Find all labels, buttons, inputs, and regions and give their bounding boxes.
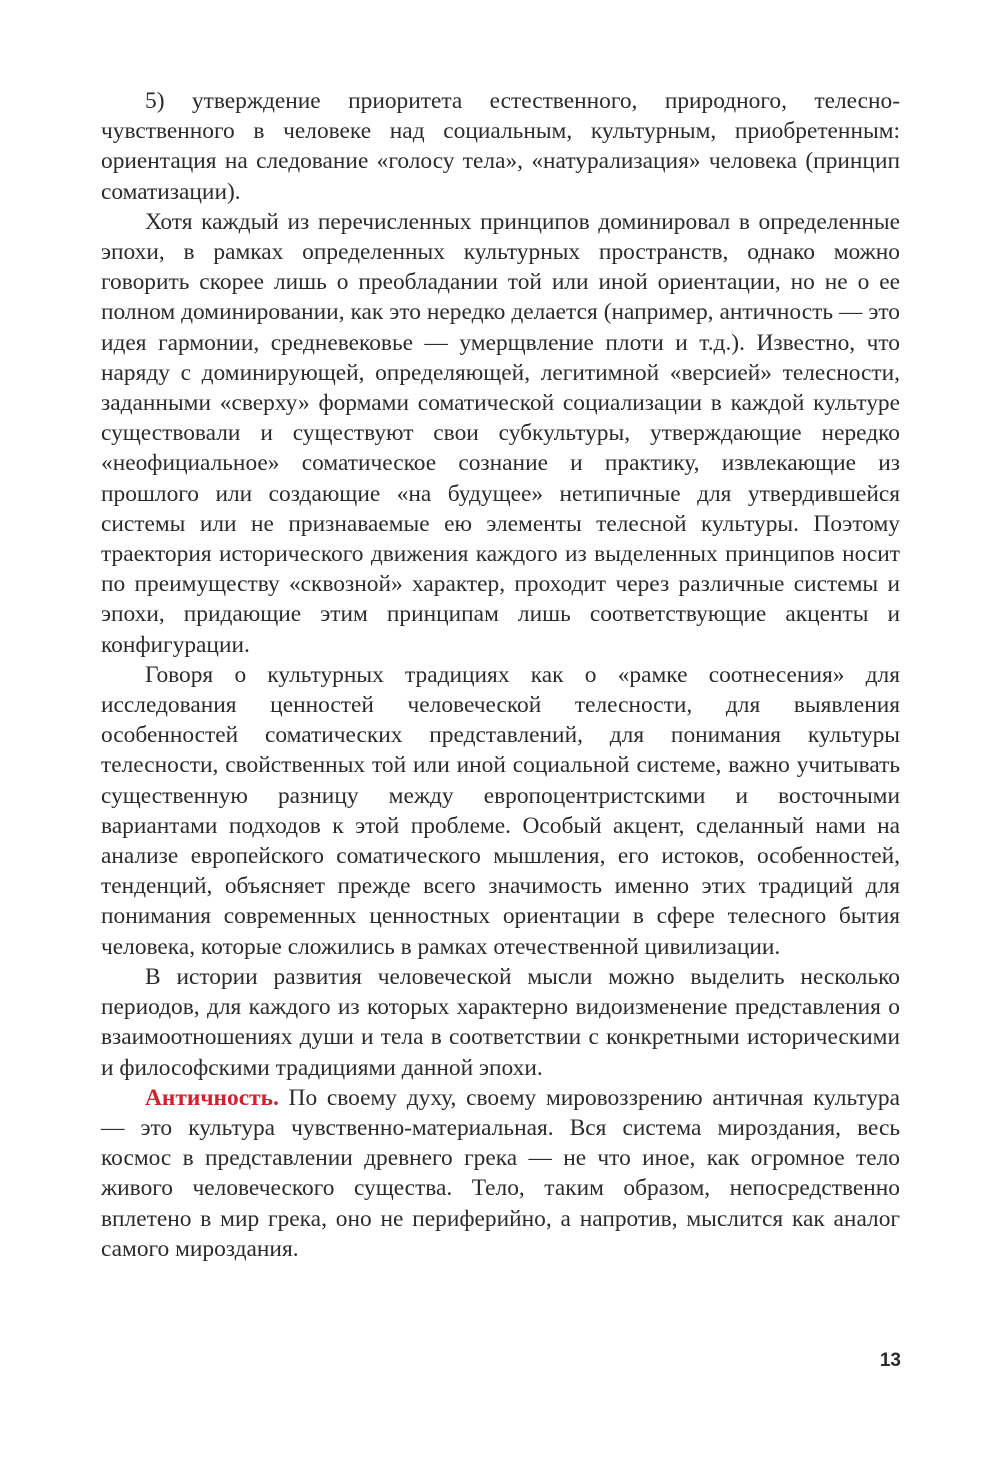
paragraph-cultural-traditions <box>101 660 900 962</box>
paragraph-text: В истории развития человеческой мысли можно выделить несколько периодов, для каждого из которых характерно видоизменение представления о взаимоотношениях души и тела в соответствии с конкретными историческими и философскими традициями данной эпохи. <box>101 963 900 1081</box>
section-lead-antiquity: Античность. <box>145 1084 279 1111</box>
body-text <box>101 86 900 1264</box>
paragraph-text: Говоря о культурных традициях как о «рамке соотнесения» для исследования ценностей человеческой телесности, для выявления особенностей соматических представлений, для понимания культуры телесности, свойственных той или иной социальной системе, важно учитывать существенную разницу между европоцентристскими и восточными вариантами подходов к этой проблеме. Особый акцент, сделанный нами на анализе европейского соматического мышления, его истоков, особенностей, тенденций, объясняет прежде всего значимость именно этих традиций для понимания современных ценностных ориентации в сфере телесного бытия человека, которые сложились в рамках отечественной цивилизации. <box>101 661 900 960</box>
paragraph-antiquity <box>101 1083 900 1264</box>
paragraph-principles-dominance <box>101 207 900 660</box>
paragraph-text: 5) утверждение приоритета естественного, природного, телесно-чувственного в человеке над социальным, культурным, приобретенным: ориентация на следование «голосу тела», «натурализация» человека (принцип соматизации). <box>101 88 900 205</box>
paragraph-text: Хотя каждый из перечисленных принципов доминировал в определенные эпохи, в рамках определенных культурных пространств, однако можно говорить скорее лишь о преобладании той или иной ориентации, но не о ее полном доминировании, как это нередко делается (например, античность — это идея гармонии, средневековье — умерщвление плоти и т.д.). Известно, что наряду с доминирующей, определяющей, легитимной «версией» телесности, заданными «сверху» формами соматической социализации в каждой культуре существовали и существуют свои субкультуры, утверждающие нередко «неофициальное» соматическое сознание и практику, извлекающие из прошлого или создающие «на будущее» нетипичные для утвердившейся системы или не признаваемые ею элементы телесной культуры. Поэтому траектория исторического движения каждого из выделенных принципов носит по преимуществу «сквозной» характер, проходит через различные системы и эпохи, придающие этим принципам лишь соответствующие акценты и конфигурации. <box>101 208 900 658</box>
paragraph-somatization-principle <box>101 86 900 207</box>
paragraph-historical-periods <box>101 962 900 1083</box>
page-number: 13 <box>879 1350 901 1371</box>
paragraph-text: По своему духу, своему мировоззрению античная культура — это культура чувственно-материальная. Вся система мироздания, весь космос в представлении древнего грека — не что иное, как огромное тело живого человеческого существа. Тело, таким образом, непосредственно вплетено в мир грека, оно не периферийно, а напротив, мыслится как аналог самого мироздания. <box>101 1084 900 1262</box>
